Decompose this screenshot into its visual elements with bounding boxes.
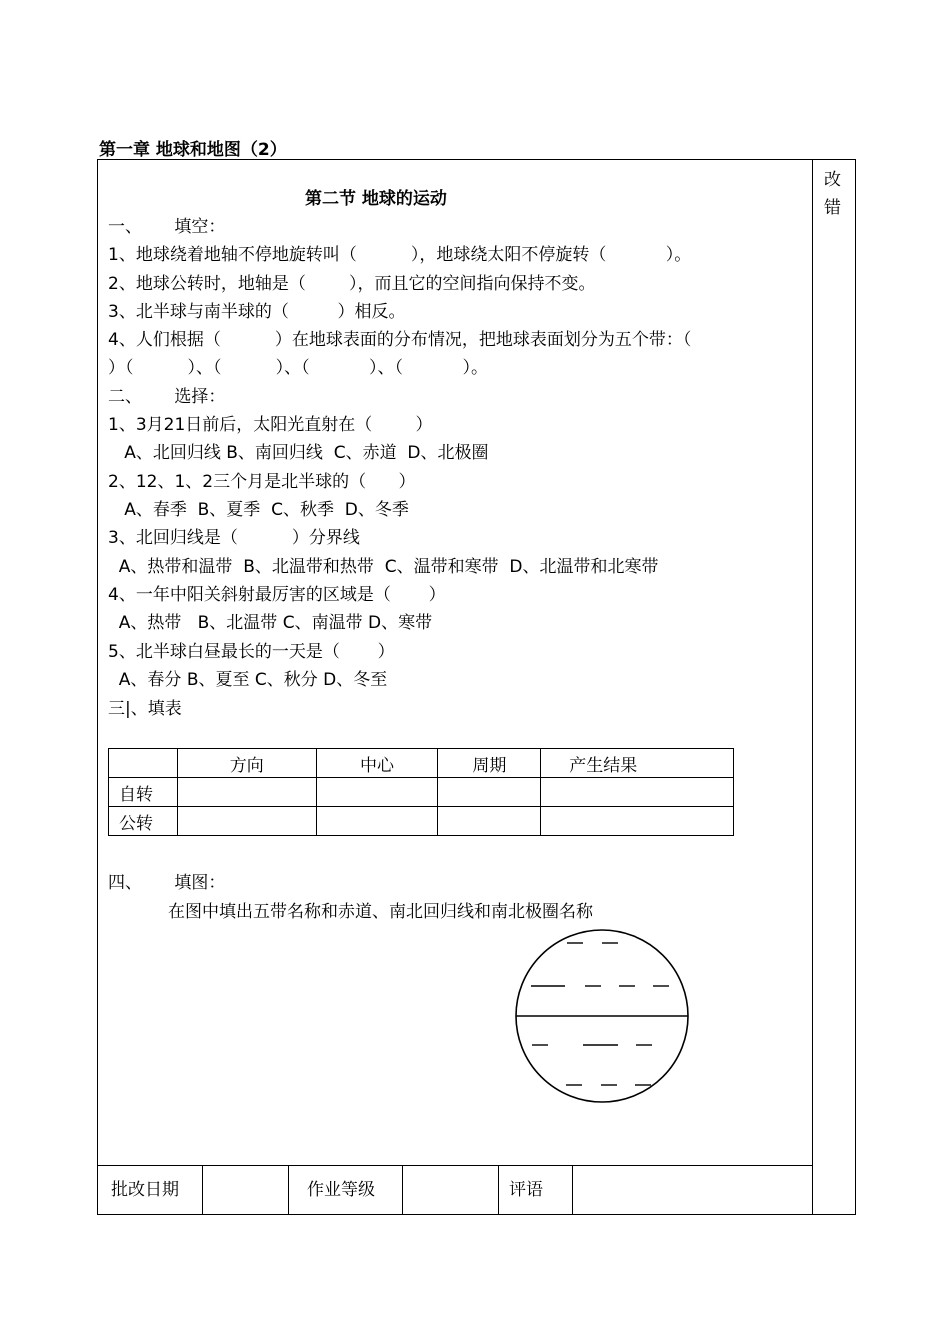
fill-question-4-line1: 4、人们根据（ ）在地球表面的分布情况，把地球表面划分为五个带：（ (108, 330, 692, 350)
table-header-cell: 方向 (177, 749, 316, 778)
choice-question-2: 2、12、1、2三个月是北半球的（ ） (108, 472, 416, 492)
fill-question-3: 3、北半球与南半球的（ ）相反。 (108, 302, 406, 322)
side-label-gai: 改 (824, 170, 841, 190)
table-header-cell (109, 749, 178, 778)
fill-question-1: 1、地球绕着地轴不停地旋转叫（ ），地球绕太阳不停旋转（ ）。 (108, 245, 692, 265)
table-header-cell: 中心 (316, 749, 438, 778)
table-cell (541, 778, 734, 807)
choice-options-3: A、热带和温带 B、北温带和热带 C、温带和寒带 D、北温带和北寒带 (108, 557, 659, 577)
table-header-cell: 周期 (438, 749, 541, 778)
choice-question-5: 5、北半球白昼最长的一天是（ ） (108, 642, 395, 662)
part3-heading: 三|、填表 (108, 699, 182, 719)
fill-question-4-line2: ）（ ）、（ ）、（ ）、（ ）。 (108, 358, 488, 378)
grading-footer (97, 1165, 813, 1215)
choice-options-5: A、春分 B、夏至 C、秋分 D、冬至 (108, 670, 388, 690)
earth-zones-diagram (505, 925, 700, 1105)
table-row (109, 778, 734, 807)
choice-question-3: 3、北回归线是（ ）分界线 (108, 528, 360, 548)
grading-date-label: 批改日期 (97, 1166, 203, 1215)
comment-label: 评语 (499, 1166, 573, 1215)
choice-options-1: A、北回归线 B、南回归线 C、赤道 D、北极圈 (108, 443, 489, 463)
fill-question-2: 2、地球公转时，地轴是（ ），而且它的空间指向保持不变。 (108, 274, 596, 294)
homework-grade-label: 作业等级 (289, 1166, 403, 1215)
side-label-cuo: 错 (824, 198, 841, 218)
table-cell (177, 778, 316, 807)
comment-field (573, 1166, 813, 1215)
choice-question-4: 4、一年中阳关斜射最厉害的区域是（ ） (108, 585, 446, 605)
table-row (109, 807, 734, 836)
table-cell (177, 807, 316, 836)
grading-date-field (203, 1166, 289, 1215)
table-header-row (109, 749, 734, 778)
blank-answer-dashes (531, 943, 669, 1085)
table-cell (541, 807, 734, 836)
table-row-label: 公转 (109, 807, 178, 836)
table-cell (438, 778, 541, 807)
table-cell (316, 807, 438, 836)
table-header-cell: 产生结果 (541, 749, 734, 778)
choice-options-2: A、春季 B、夏季 C、秋季 D、冬季 (108, 500, 409, 520)
part2-heading: 二、 选择： (108, 387, 226, 407)
part1-heading: 一、 填空： (108, 217, 226, 237)
table-row-label: 自转 (109, 778, 178, 807)
choice-question-1: 1、3月21日前后，太阳光直射在（ ） (108, 415, 433, 435)
homework-grade-field (403, 1166, 499, 1215)
rotation-revolution-table (108, 748, 734, 836)
correction-column-divider (812, 159, 813, 1215)
part4-instruction: 在图中填出五带名称和赤道、南北回归线和南北极圈名称 (168, 902, 593, 922)
table-cell (316, 778, 438, 807)
section-title: 第二节 地球的运动 (305, 189, 447, 209)
part4-heading: 四、 填图： (108, 873, 226, 893)
chapter-title: 第一章 地球和地图（2） (99, 140, 287, 160)
choice-options-4: A、热带 B、北温带 C、南温带 D、寒带 (108, 613, 433, 633)
table-cell (438, 807, 541, 836)
